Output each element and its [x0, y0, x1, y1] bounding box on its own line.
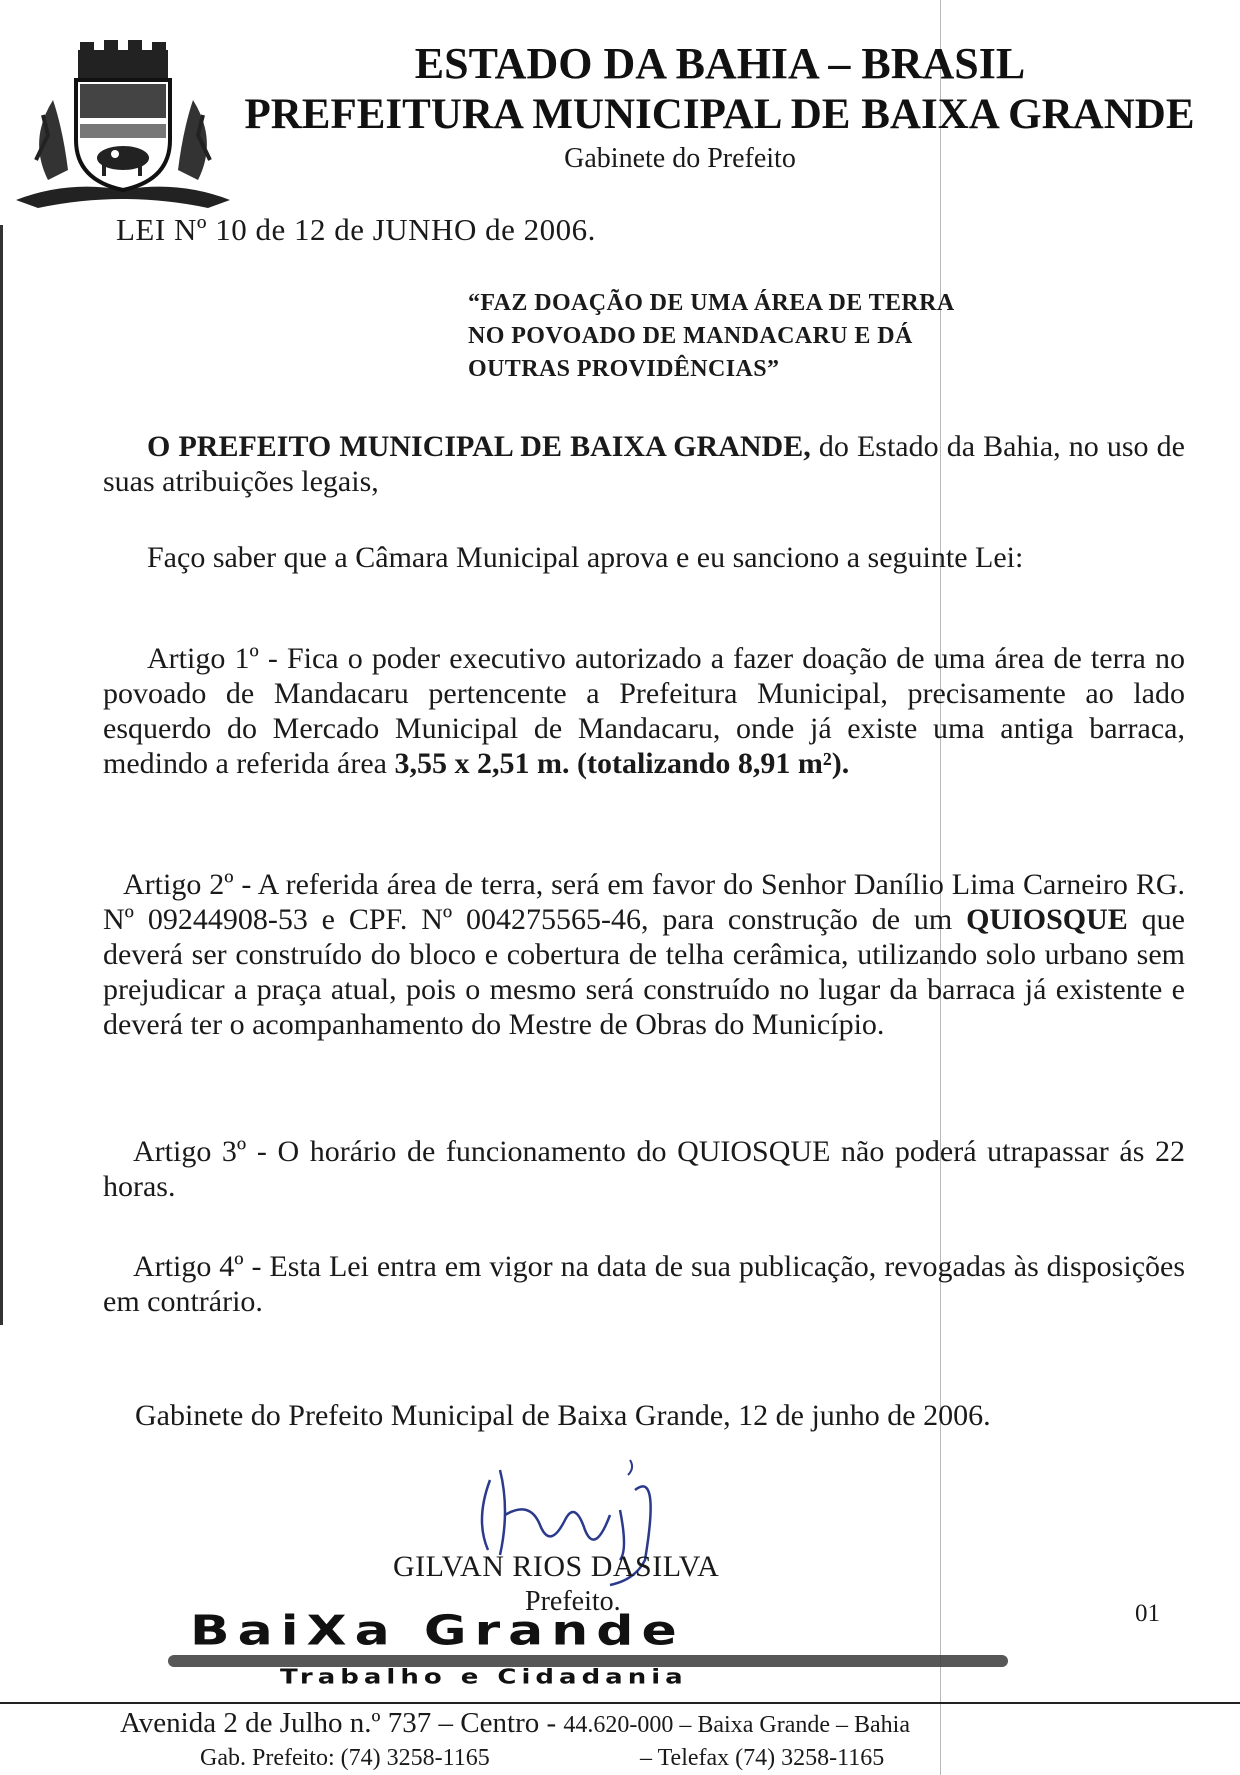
page-number: 01: [1135, 1600, 1160, 1627]
prefecture-heading: PREFEITURA MUNICIPAL DE BAIXA GRANDE: [244, 91, 1195, 138]
article-2-text-a: Artigo 2º - A referida área de terra, será em favor do Senhor Danílio Lima Carneiro RG. Nº 09244908-53 e CPF. Nº 004275565-46, para construção de um: [103, 868, 1185, 936]
enactment-clause: [103, 540, 1185, 575]
ementa-line: “FAZ DOAÇÃO DE UMA ÁREA DE TERRA: [468, 290, 955, 316]
intro-paragraph: [103, 429, 1185, 499]
address-cep: 44.620-000 – Baixa Grande – Bahia: [563, 1712, 910, 1738]
signer-name: GILVAN RIOS DASILVA: [393, 1550, 720, 1583]
article-1-text: Artigo 1º - Fica o poder executivo autorizado a fazer doação de uma área de terra no povoado de Mandacaru pertencente a Prefeitura Municipal, precisamente ao lado esquerdo do Mercado Municipal de Mandacaru, onde já existe uma antiga barraca, medindo a referida área: [103, 642, 1185, 780]
article-2-bold: QUIOSQUE: [966, 903, 1128, 936]
intro-rest: do Estado da Bahia, no uso de suas atribuições legais,: [103, 430, 1185, 498]
footer-divider: [0, 1702, 1240, 1704]
phone-office: Gab. Prefeito: (74) 3258-1165: [200, 1745, 490, 1771]
brand-logo-title: BaiXa Grande: [190, 1608, 685, 1655]
article-3: [103, 1134, 1185, 1204]
article-4-text: Artigo 4º - Esta Lei entra em vigor na data de sua publicação, revogadas às disposições em contrário.: [103, 1250, 1185, 1318]
coat-of-arms-icon: [8, 40, 238, 210]
ementa-line: OUTRAS PROVIDÊNCIAS”: [468, 356, 780, 382]
law-number: LEI Nº 10 de 12 de JUNHO de 2006.: [116, 212, 596, 247]
state-heading: ESTADO DA BAHIA – BRASIL: [414, 39, 1026, 88]
enactment-text: Faço saber que a Câmara Municipal aprova e eu sanciono a seguinte Lei:: [147, 541, 1024, 574]
office-subheading: Gabinete do Prefeito: [564, 143, 796, 174]
article-2: [103, 867, 1185, 1042]
address-street: Avenida 2 de Julho n.º 737 – Centro -: [120, 1707, 564, 1739]
article-1-measure: 3,55 x 2,51 m. (totalizando 8,91 m²).: [394, 747, 850, 780]
signer-role: Prefeito.: [525, 1586, 621, 1617]
law-ementa: [468, 287, 1088, 386]
ementa-line: NO POVOADO DE MANDACARU E DÁ: [468, 323, 913, 349]
intro-bold: O PREFEITO MUNICIPAL DE BAIXA GRANDE,: [147, 430, 811, 463]
footer-address: [120, 1707, 910, 1740]
closing-line: Gabinete do Prefeito Municipal de Baixa Grande, 12 de junho de 2006.: [135, 1399, 991, 1432]
brand-slogan: Trabalho e Cidadania: [280, 1665, 688, 1689]
article-4: [103, 1249, 1185, 1319]
phone-telefax: – Telefax (74) 3258-1165: [640, 1745, 885, 1771]
scan-edge-line: [0, 225, 3, 1325]
footer-phones: [200, 1745, 884, 1772]
article-1: [103, 641, 1185, 781]
article-3-text: Artigo 3º - O horário de funcionamento do QUIOSQUE não poderá utrapassar ás 22 horas.: [103, 1135, 1185, 1203]
article-2-text-b: que deverá ser construído do bloco e cobertura de telha cerâmica, utilizando solo urbano sem prejudicar a praça atual, pois o mesmo será construído no lugar da barraca já existente e deverá ter o acompanhamento do Mestre de Obras do Município.: [103, 903, 1185, 1041]
